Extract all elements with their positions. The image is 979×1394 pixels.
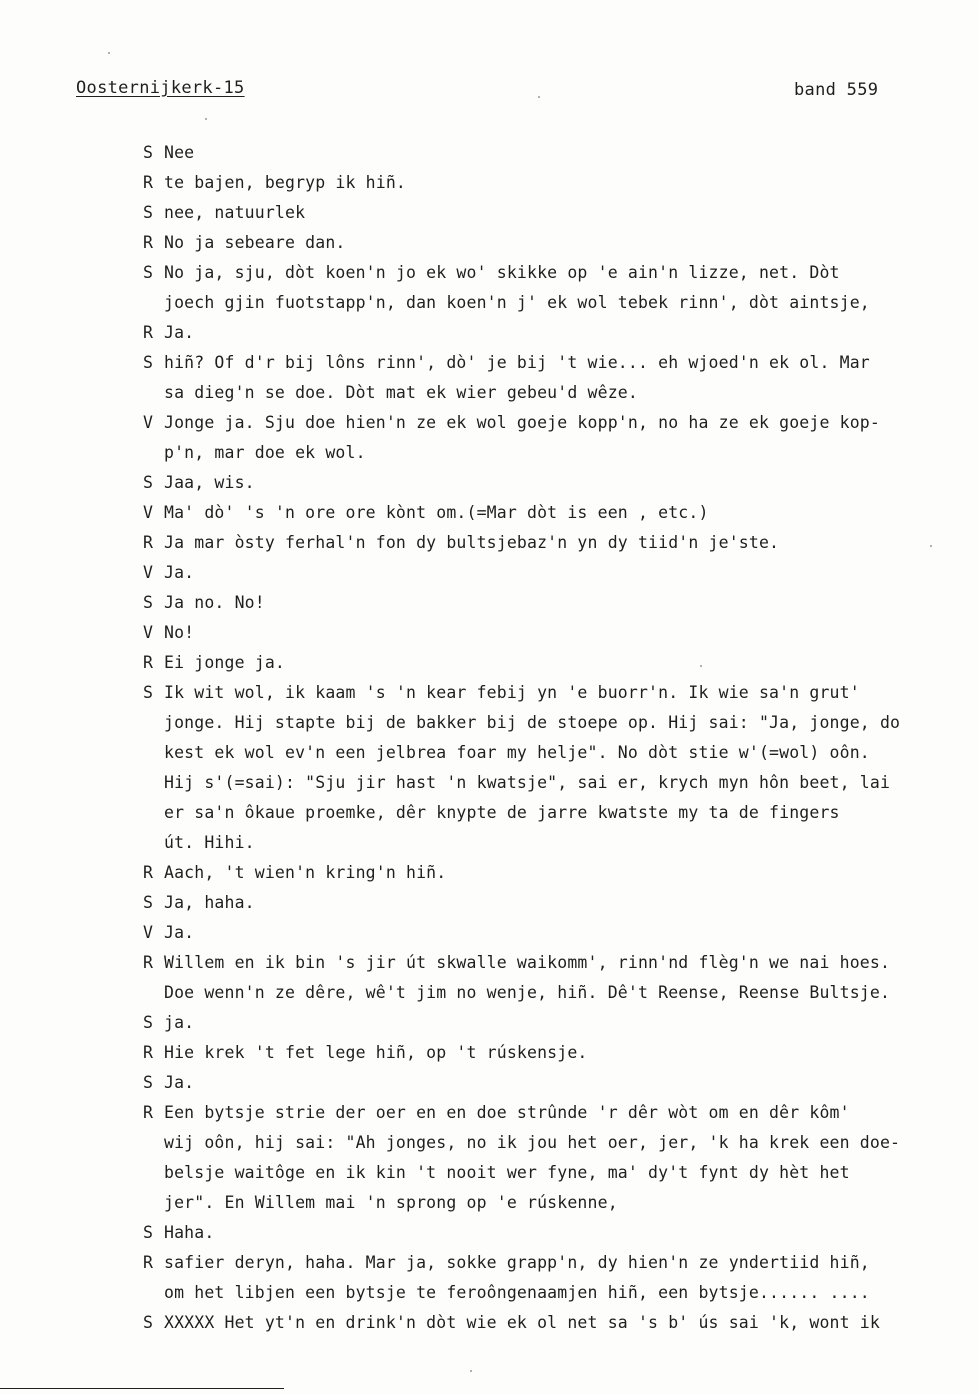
utterance-line: Ja mar òsty ferhal'n fon dy bultsjebaz'n yn dy tiid'n je'ste. [164,533,780,552]
utterance-line: Ik wit wol, ik kaam 's 'n kear febij yn 'e buorr'n. Ik wie sa'n grut' [164,683,860,702]
utterance-line: Ja. [164,323,195,342]
utterance-line: XXXXX Het yt'n en drink'n dòt wie ek ol net sa 's b' ús sai 'k, wont ik [164,1313,880,1332]
speaker-label: V [143,503,153,522]
transcript-turn [143,1248,943,1308]
scan-speck [470,1370,472,1372]
scan-speck [930,545,932,547]
utterance-line: Ma' dò' 's 'n ore ore kònt om.(=Mar dòt is een , etc.) [164,503,709,522]
utterance [164,228,943,258]
utterance-line: No ja, sju, dòt koen'n jo ek wo' skikke op 'e ain'n lizze, net. Dòt [164,263,840,282]
utterance [164,1308,943,1338]
speaker-label: S [143,353,153,372]
utterance-line: joech gjin fuotstapp'n, dan koen'n j' ek wol tebek rinn', dòt aintsje, [164,293,870,312]
transcript-turn [143,1038,943,1068]
utterance-line: No ja sebeare dan. [164,233,346,252]
utterance-line: Hij s'(=sai): "Sju jir hast 'n kwatsje", sai er, krych myn hôn beet, lai [164,773,891,792]
utterance [164,678,943,858]
utterance-line: om het libjen een bytsje te feroôngenaamjen hiñ, een bytsje...... .... [164,1283,870,1302]
scan-speck [538,96,540,98]
speaker-label: V [143,563,153,582]
utterance-line: safier deryn, haha. Mar ja, sokke grapp'n, dy hien'n ze yndertiid hiñ, [164,1253,870,1272]
utterance-line: p'n, mar doe ek wol. [164,443,366,462]
speaker-label: S [143,263,153,282]
utterance [164,948,943,1008]
speaker-label: S [143,1223,153,1242]
utterance-line: Willem en ik bin 's jir út skwalle waikomm', rinn'nd flèg'n we nai hoes. [164,953,891,972]
utterance [164,138,943,168]
speaker-label: R [143,233,153,252]
document-title: Oosternijkerk-15 [76,78,245,98]
utterance [164,198,943,228]
speaker-label: V [143,623,153,642]
speaker-label: R [143,1043,153,1062]
speaker-label: S [143,203,153,222]
speaker-label: R [143,323,153,342]
utterance [164,588,943,618]
utterance [164,468,943,498]
utterance-line: Jonge ja. Sju doe hien'n ze ek wol goeje kopp'n, no ha ze ek goeje kop- [164,413,880,432]
transcript-turn [143,348,943,408]
utterance [164,558,943,588]
transcript-turn [143,1308,943,1338]
transcript-turn [143,318,943,348]
utterance-line: Aach, 't wien'n kring'n hiñ. [164,863,447,882]
utterance-line: te bajen, begryp ik hiñ. [164,173,407,192]
utterance-line: jer". En Willem mai 'n sprong op 'e rúskenne, [164,1193,618,1212]
speaker-label: V [143,923,153,942]
utterance [164,258,943,318]
transcript-turn [143,1068,943,1098]
utterance [164,348,943,408]
speaker-label: S [143,683,153,702]
utterance-line: Doe wenn'n ze dêre, wê't jim no wenje, hiñ. Dê't Reense, Reense Bultsje. [164,983,891,1002]
speaker-label: S [143,893,153,912]
utterance [164,498,943,528]
speaker-label: R [143,1103,153,1122]
utterance-line: út. Hihi. [164,833,255,852]
utterance-line: jonge. Hij stapte bij de bakker bij de stoepe op. Hij sai: "Ja, jonge, do [164,713,901,732]
utterance [164,1218,943,1248]
utterance-line: kest ek wol ev'n een jelbrea foar my helje". No dòt stie w'(=wol) oôn. [164,743,870,762]
speaker-label: V [143,413,153,432]
transcript-turn [143,858,943,888]
transcript-turn [143,918,943,948]
utterance [164,1008,943,1038]
utterance [164,648,943,678]
transcript-turn [143,588,943,618]
transcript-turn [143,228,943,258]
utterance [164,168,943,198]
transcript-turn [143,528,943,558]
transcript-turn [143,1098,943,1218]
band-number: band 559 [794,80,879,100]
transcript-turn [143,408,943,468]
speaker-label: S [143,143,153,162]
transcript-turn [143,498,943,528]
footer-rule [0,1388,284,1389]
speaker-label: S [143,1313,153,1332]
scan-speck [108,52,110,54]
speaker-label: R [143,953,153,972]
utterance-line: hiñ? Of d'r bij lôns rinn', dò' je bij 't wie... eh wjoed'n ek ol. Mar [164,353,870,372]
speaker-label: R [143,173,153,192]
utterance-line: wij oôn, hij sai: "Ah jonges, no ik jou het oer, jer, 'k ha krek een doe- [164,1133,901,1152]
transcript-turn [143,258,943,318]
utterance-line: Ja. [164,923,195,942]
utterance-line: Jaa, wis. [164,473,255,492]
speaker-label: S [143,473,153,492]
utterance-line: Hie krek 't fet lege hiñ, op 't rúskensje. [164,1043,588,1062]
transcript-turn [143,678,943,858]
transcript-turn [143,468,943,498]
utterance [164,918,943,948]
speaker-label: R [143,1253,153,1272]
utterance-line: Nee [164,143,195,162]
utterance-line: Ja. [164,563,195,582]
utterance [164,1098,943,1218]
utterance-line: sa dieg'n se doe. Dòt mat ek wier gebeu'd wêze. [164,383,638,402]
transcript-turn [143,648,943,678]
transcript-turn [143,558,943,588]
speaker-label: S [143,1013,153,1032]
transcript-turn [143,888,943,918]
utterance [164,408,943,468]
utterance-line: No! [164,623,195,642]
utterance-line: Haha. [164,1223,215,1242]
scan-speck [700,665,702,667]
utterance-line: Ja. [164,1073,195,1092]
speaker-label: R [143,533,153,552]
speaker-label: S [143,593,153,612]
utterance-line: belsje waitôge en ik kin 't nooit wer fyne, ma' dy't fynt dy hèt het [164,1163,850,1182]
speaker-label: S [143,1073,153,1092]
transcript-turn [143,168,943,198]
utterance-line: Ei jonge ja. [164,653,286,672]
transcript-turn [143,1218,943,1248]
transcript-turn [143,618,943,648]
transcript-turn [143,1008,943,1038]
transcript-turn [143,138,943,168]
utterance [164,618,943,648]
utterance [164,1248,943,1308]
utterance-line: Ja no. No! [164,593,265,612]
utterance [164,888,943,918]
utterance [164,528,943,558]
utterance-line: Een bytsje strie der oer en en doe strûnde 'r dêr wòt om en dêr kôm' [164,1103,850,1122]
transcript [143,138,943,1338]
utterance-line: Ja, haha. [164,893,255,912]
utterance-line: ja. [164,1013,195,1032]
speaker-label: R [143,653,153,672]
transcript-turn [143,198,943,228]
utterance [164,1038,943,1068]
utterance [164,858,943,888]
utterance [164,1068,943,1098]
speaker-label: R [143,863,153,882]
utterance [164,318,943,348]
scan-speck [205,118,207,120]
utterance-line: er sa'n ôkaue proemke, dêr knypte de jarre kwatste my ta de fingers [164,803,840,822]
transcript-turn [143,948,943,1008]
utterance-line: nee, natuurlek [164,203,306,222]
